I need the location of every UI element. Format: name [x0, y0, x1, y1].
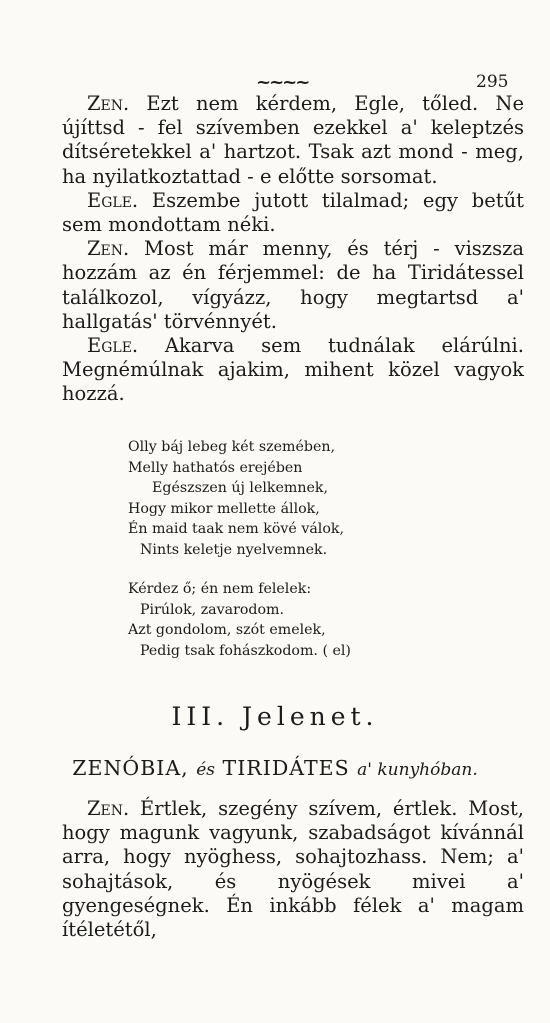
dialogue-text: Eszembe jutott tilalmad; egy betűt sem mondottam néki. — [62, 188, 524, 237]
scene-place: a' kunyhóban. — [357, 760, 478, 780]
speaker-name: Egle. — [87, 188, 139, 212]
verse-line: Egészszen új lelkemnek, — [152, 480, 328, 496]
dialogue-text: Ezt nem kérdem, Egle, tőled. Ne újíttsd - fel szívemben ezekkel a' keleptzés dítséretekkel a' hartzot. Tsak azt mond - meg, ha nyilatkoztattad - e előtte sorsomat. — [62, 92, 524, 188]
page-ornament: ~~~~ — [256, 72, 309, 93]
dialogue-paragraph — [62, 797, 524, 942]
page-number: 295 — [476, 72, 509, 92]
verse-line: Pirúlok, zavarodom. — [140, 601, 285, 618]
verse-line: Én maid taak nem kövé válok, — [128, 521, 344, 537]
dialogue-block-1 — [62, 92, 524, 407]
dialogue-paragraph — [62, 189, 524, 237]
scene-characters — [0, 756, 550, 780]
scene-conjunction: és — [196, 760, 216, 780]
verse-line: Kérdez ő; én nem felelek: — [128, 581, 312, 597]
verse-line: Hogy mikor mellette állok, — [128, 500, 320, 517]
speaker-name: Zen. — [87, 797, 130, 820]
verse-stanza — [128, 579, 428, 661]
dialogue-text: Most már menny, és térj - viszsza hozzám az én férjemmel: de ha Tiridátessel találkozol, vígyázz, hogy megtartsd a' hallgatás' törvénnyét. — [62, 237, 524, 333]
speaker-name: Egle. — [87, 334, 139, 358]
verse-line: Azt gondolom, szót emelek, — [128, 622, 326, 638]
verse-line: Melly hathatós erejében — [128, 459, 303, 476]
song-verse — [128, 437, 428, 661]
verse-line: Olly báj lebeg két szemében, — [128, 439, 336, 455]
verse-line: Nints keletje nyelvemnek. — [140, 541, 328, 558]
verse-stanza — [128, 437, 428, 560]
dialogue-paragraph — [62, 92, 524, 189]
speaker-name: Zen. — [87, 237, 130, 261]
dialogue-paragraph — [62, 334, 524, 407]
scene-person: ZENÓBIA, — [72, 756, 197, 780]
speaker-name: Zen. — [87, 92, 130, 115]
dialogue-paragraph — [62, 237, 524, 334]
verse-line: Pedig tsak fohászkodom. ( el) — [140, 642, 351, 659]
dialogue-text: Értlek, szegény szívem, értlek. Most, hogy magunk vagyunk, szabadságot kívánnál arra, hogy nyöghess, sohajtozhass. Nem; a' sohajtások, és nyögések mivei a' gyengeségnek. Én inkább félek a' magam ítéletétől, — [62, 797, 524, 942]
scene-heading: III. Jelenet. — [171, 702, 379, 731]
dialogue-block-2 — [62, 797, 524, 942]
dialogue-text: Akarva sem tudnálak elárúlni. Megnémúlnak ajakim, mihent közel vagyok hozzá. — [62, 334, 524, 406]
scene-person: TIRIDÁTES — [215, 756, 358, 780]
